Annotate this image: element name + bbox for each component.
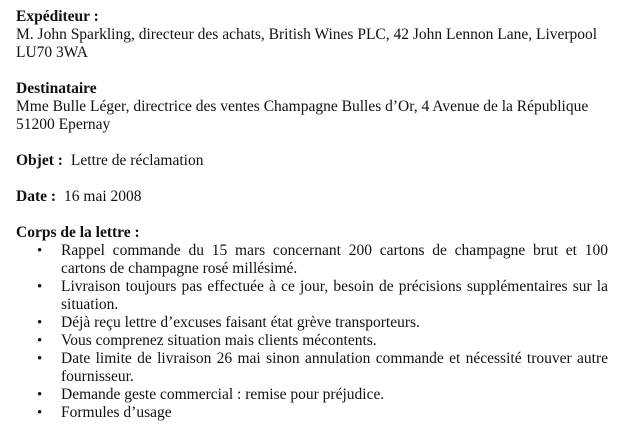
bullet-icon: •: [37, 387, 43, 403]
sender-address-line-1: M. John Sparkling, directeur des achats, British Wines PLC, 42 John Lennon Lane, Liverpool: [16, 26, 598, 43]
recipient-section: [16, 80, 636, 134]
recipient-label: Destinataire: [16, 80, 97, 97]
list-item: [16, 278, 608, 314]
subject-row: [16, 152, 636, 170]
bullet-icon: •: [37, 351, 43, 367]
list-item-text: Vous comprenez situation mais clients mécontents.: [61, 332, 377, 349]
list-item: [16, 350, 608, 386]
sender-label: Expéditeur :: [16, 8, 99, 25]
list-item: [16, 404, 608, 422]
bullet-icon: •: [37, 243, 43, 259]
recipient-address-line-2: 51200 Epernay: [16, 116, 111, 133]
list-item-text: Rappel commande du 15 mars concernant 200 cartons de champagne brut et 100 cartons de champagne rosé millésimé.: [61, 242, 608, 277]
list-item-text: Déjà reçu lettre d’excuses faisant état grève transporteurs.: [61, 314, 420, 331]
spacer: [16, 170, 636, 188]
spacer: [16, 62, 636, 80]
bullet-icon: •: [37, 279, 43, 295]
body-label: Corps de la lettre :: [16, 224, 140, 241]
list-item-text: Date limite de livraison 26 mai sinon annulation commande et nécessité trouver autre fournisseur.: [61, 350, 608, 385]
list-item: [16, 314, 608, 332]
date-value: 16 mai 2008: [64, 188, 142, 205]
date-label: Date :: [16, 188, 57, 205]
list-item-text: Livraison toujours pas effectuée à ce jour, besoin de précisions supplémentaires sur la situation.: [61, 278, 608, 313]
spacer: [16, 134, 636, 152]
bullet-icon: •: [37, 333, 43, 349]
body-section: [16, 224, 636, 422]
bullet-icon: •: [37, 315, 43, 331]
spacer: [16, 206, 636, 224]
list-item: [16, 332, 608, 350]
list-item: [16, 386, 608, 404]
list-item-text: Demande geste commercial : remise pour préjudice.: [61, 386, 385, 403]
date-row: [16, 188, 636, 206]
list-item-text: Formules d’usage: [61, 404, 172, 421]
subject-value: Lettre de réclamation: [70, 152, 204, 169]
subject-label: Objet :: [16, 152, 63, 169]
bullet-icon: •: [37, 405, 43, 421]
letter-outline: [16, 8, 636, 422]
body-bullet-list: [16, 242, 636, 422]
sender-address-line-2: LU70 3WA: [16, 44, 88, 61]
list-item: [16, 242, 608, 278]
recipient-address-line-1: Mme Bulle Léger, directrice des ventes Champagne Bulles d’Or, 4 Avenue de la République: [16, 98, 589, 115]
sender-section: [16, 8, 636, 62]
